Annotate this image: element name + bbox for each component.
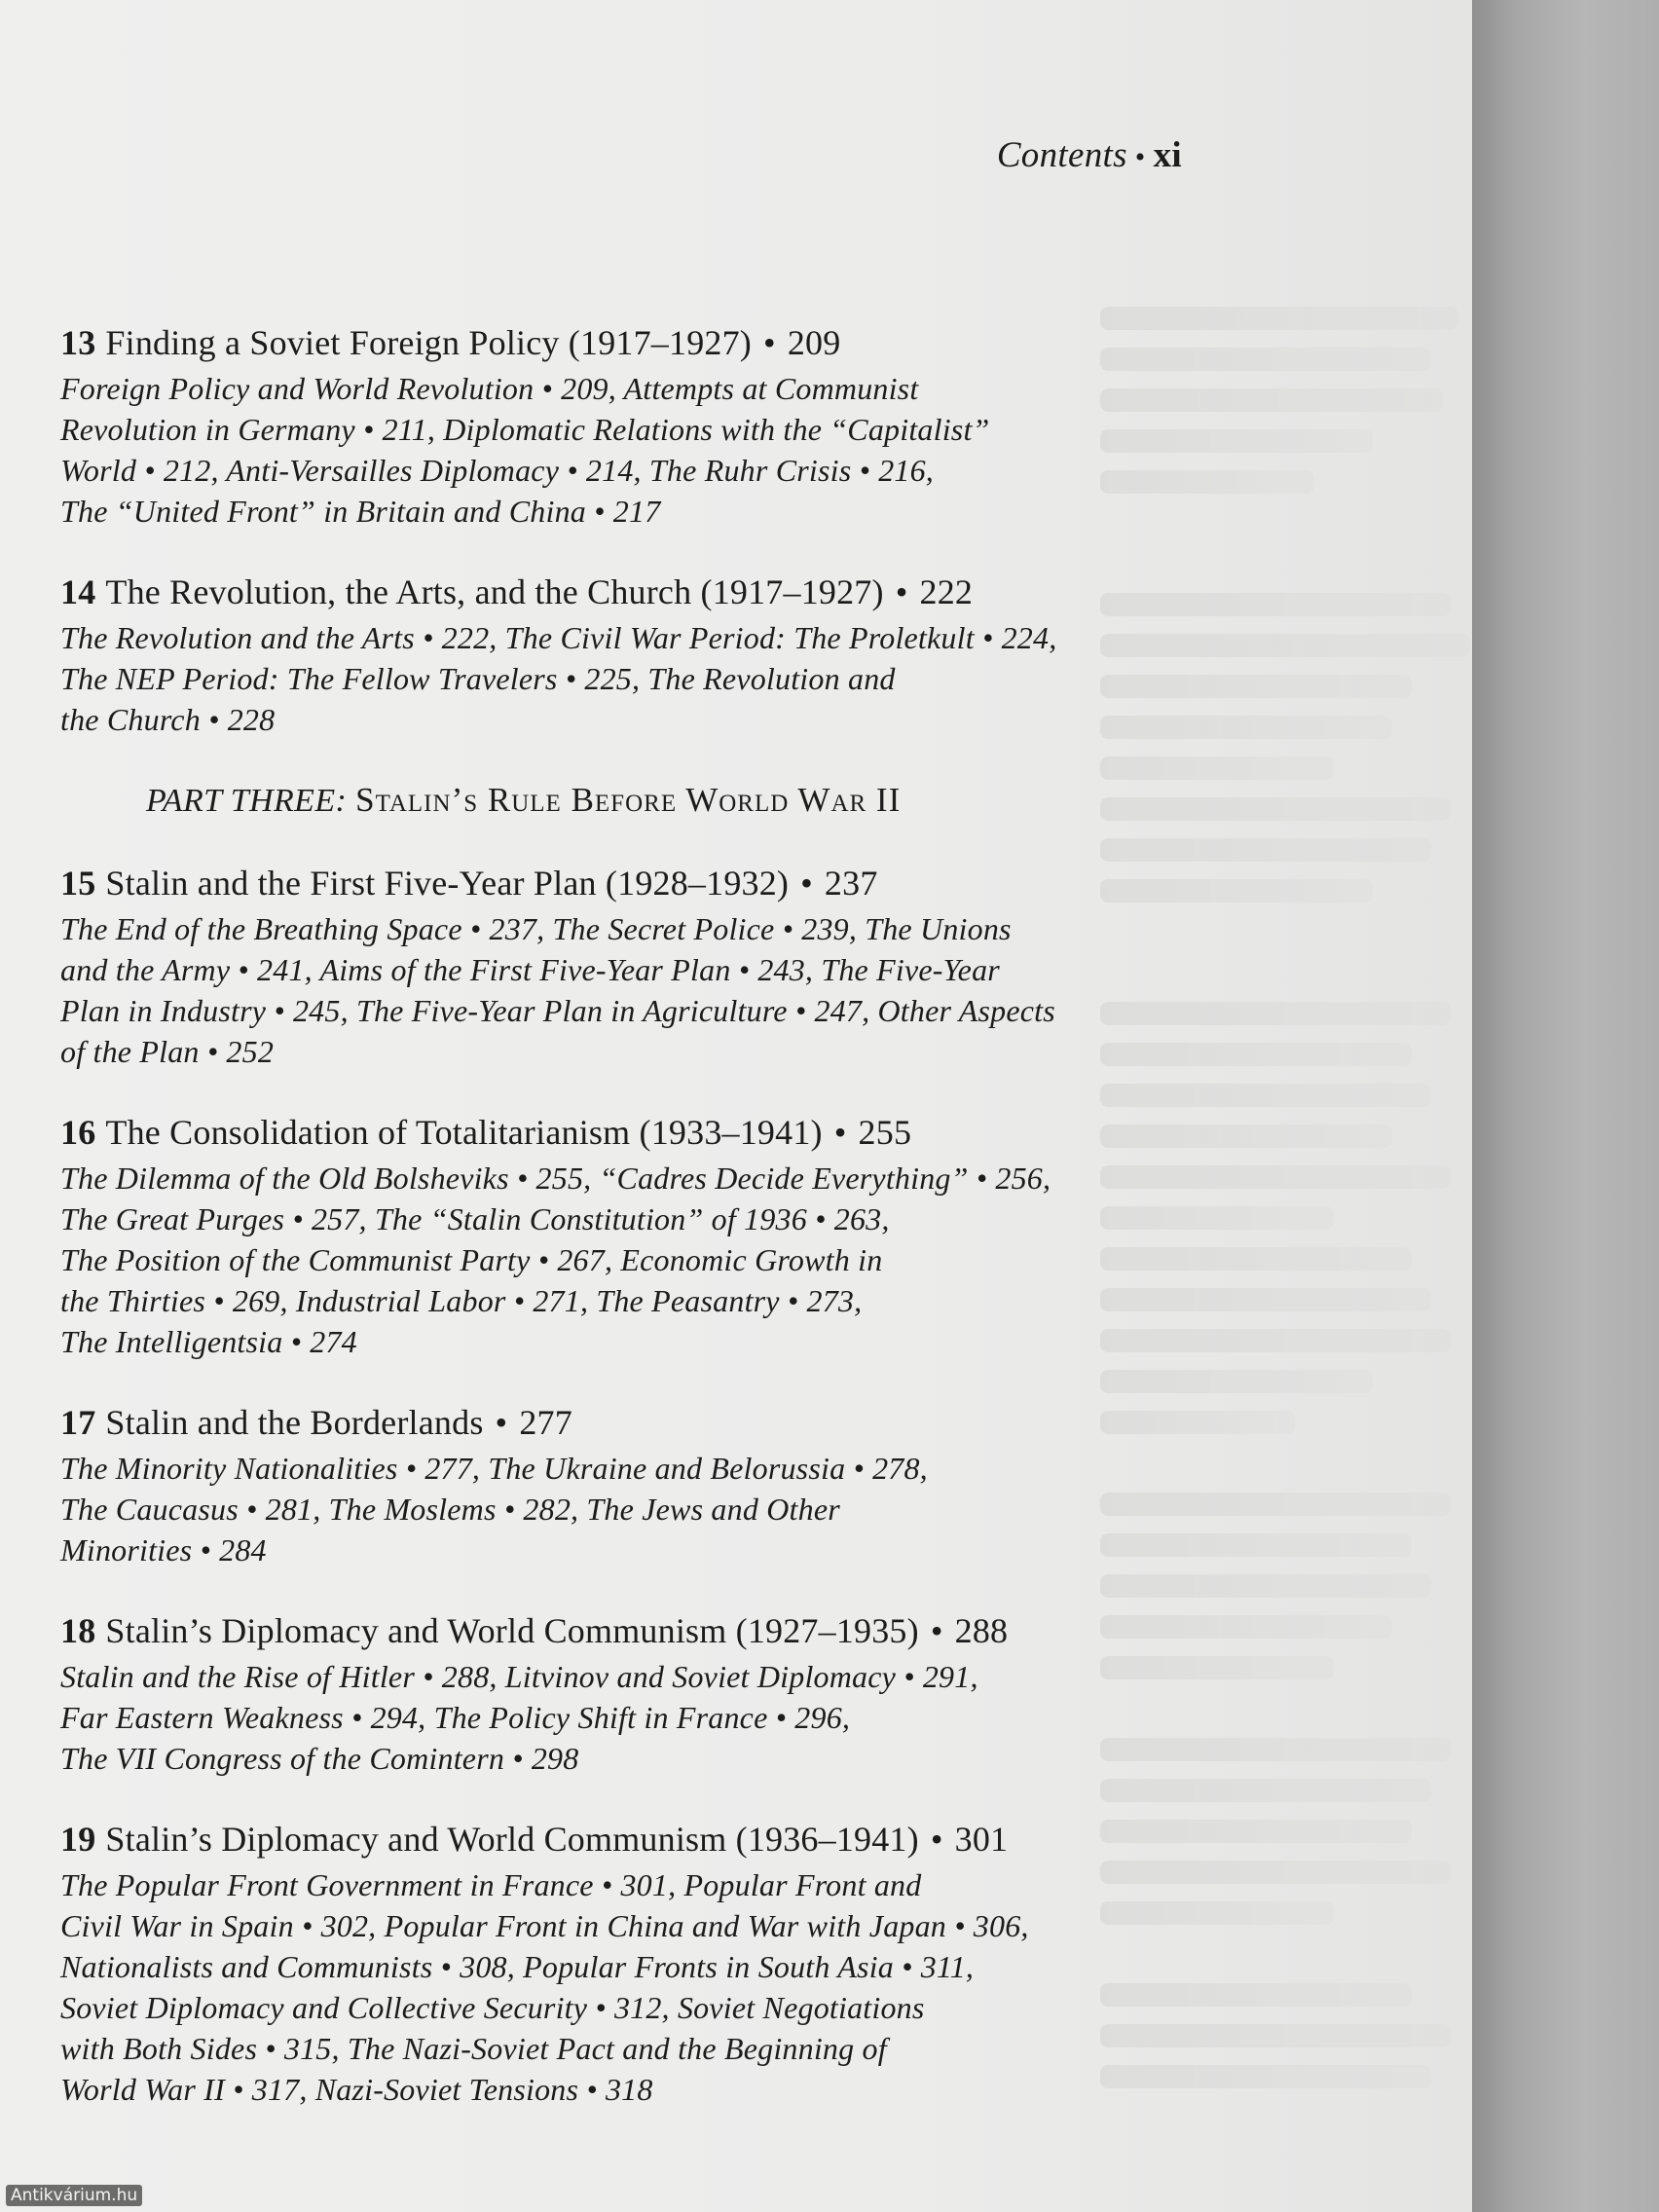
chapter-number: 14 (60, 572, 96, 611)
section-line: Revolution in Germany • 211, Diplomatic Relations with the “Capitalist” (60, 412, 990, 447)
section-list (60, 1864, 1229, 2110)
section-line: The Popular Front Government in France • 301, Popular Front and (60, 1867, 922, 1902)
section-line: the Thirties • 269, Industrial Labor • 271, The Peasantry • 273, (60, 1283, 863, 1318)
chapter-page: 277 (519, 1403, 572, 1442)
contents-list (60, 321, 1229, 2149)
chapter-heading (60, 1609, 1229, 1652)
chapter-entry (60, 1111, 1229, 1362)
chapter-entry (60, 321, 1229, 532)
chapter-number: 15 (60, 864, 96, 903)
chapter-page: 301 (954, 1820, 1009, 1859)
bullet-separator: • (895, 572, 908, 611)
bullet-separator: • (930, 1611, 943, 1650)
bullet-separator: • (800, 864, 813, 903)
chapter-title: Finding a Soviet Foreign Policy (1917–1927) (105, 323, 752, 362)
chapter-number: 16 (60, 1113, 96, 1152)
bullet-separator: • (833, 1113, 847, 1152)
chapter-entry (60, 1401, 1229, 1570)
section-line: The “United Front” in Britain and China • 217 (60, 494, 661, 529)
chapter-entry (60, 1609, 1229, 1779)
running-head (997, 134, 1182, 176)
chapters-part-two-tail (60, 321, 1229, 740)
section-line: The Position of the Communist Party • 267, Economic Growth in (60, 1242, 883, 1277)
section-line: World • 212, Anti-Versailles Diplomacy • 214, The Ruhr Crisis • 216, (60, 453, 935, 488)
section-line: Plan in Industry • 245, The Five-Year Plan in Agriculture • 247, Other Aspects (60, 993, 1055, 1028)
section-line: and the Army • 241, Aims of the First Five-Year Plan • 243, The Five-Year (60, 952, 1000, 987)
section-line: The Caucasus • 281, The Moslems • 282, The Jews and Other (60, 1492, 840, 1527)
chapter-number: 13 (60, 323, 96, 362)
chapter-heading (60, 1818, 1229, 1861)
chapter-title: Stalin and the Borderlands (105, 1403, 484, 1442)
section-line: The Dilemma of the Old Bolsheviks • 255, “Cadres Decide Everything” • 256, (60, 1161, 1051, 1196)
chapter-number: 18 (60, 1611, 96, 1650)
facing-page-edge (1472, 0, 1659, 2212)
chapter-heading (60, 321, 1229, 364)
section-list (60, 617, 1229, 740)
part-heading (146, 779, 1229, 823)
chapter-number: 17 (60, 1403, 96, 1442)
chapter-heading (60, 862, 1229, 904)
chapter-title: Stalin and the First Five-Year Plan (1928–1932) (105, 864, 790, 903)
section-list (60, 1448, 1229, 1570)
running-head-label: Contents (996, 135, 1127, 175)
part-title: Stalin’s Rule Before World War II (355, 781, 902, 819)
chapter-page: 222 (919, 572, 974, 611)
chapter-title: Stalin’s Diplomacy and World Communism (1936–1941) (105, 1820, 919, 1859)
chapter-heading (60, 571, 1229, 613)
section-line: The Minority Nationalities • 277, The Ukraine and Belorussia • 278, (60, 1451, 928, 1486)
section-line: The Revolution and the Arts • 222, The Civil War Period: The Proletkult • 224, (60, 620, 1057, 655)
section-line: The End of the Breathing Space • 237, The Secret Police • 239, The Unions (60, 911, 1012, 946)
section-line: of the Plan • 252 (60, 1034, 275, 1069)
watermark: Antikvárium.hu (6, 2185, 142, 2206)
section-list (60, 908, 1229, 1072)
section-line: the Church • 228 (60, 702, 276, 737)
chapter-number: 19 (60, 1820, 96, 1859)
section-list (60, 1158, 1229, 1362)
part-label: PART THREE: (146, 783, 348, 819)
section-line: The Intelligentsia • 274 (60, 1324, 357, 1359)
bullet-separator: • (1134, 141, 1146, 173)
bullet-separator: • (930, 1820, 943, 1859)
section-line: The VII Congress of the Comintern • 298 (60, 1741, 579, 1776)
section-line: Foreign Policy and World Revolution • 209, Attempts at Communist (60, 371, 919, 406)
bullet-separator: • (495, 1403, 508, 1442)
section-line: Civil War in Spain • 302, Popular Front in China and War with Japan • 306, (60, 1908, 1029, 1943)
chapter-entry (60, 862, 1229, 1072)
chapter-page: 288 (954, 1611, 1009, 1650)
chapter-page: 209 (787, 323, 841, 362)
chapter-title: Stalin’s Diplomacy and World Communism (1927–1935) (105, 1611, 919, 1650)
section-list (60, 1656, 1229, 1779)
section-list (60, 368, 1229, 532)
section-line: Minorities • 284 (60, 1532, 267, 1567)
chapter-entry (60, 571, 1229, 740)
section-line: World War II • 317, Nazi-Soviet Tensions • 318 (60, 2072, 653, 2107)
chapters-part-three (60, 862, 1229, 2110)
section-line: Stalin and the Rise of Hitler • 288, Litvinov and Soviet Diplomacy • 291, (60, 1659, 978, 1694)
section-line: with Both Sides • 315, The Nazi-Soviet Pact and the Beginning of (60, 2031, 887, 2066)
section-line: The Great Purges • 257, The “Stalin Constitution” of 1936 • 263, (60, 1201, 890, 1236)
chapter-heading (60, 1111, 1229, 1154)
bullet-separator: • (763, 323, 776, 362)
chapter-page: 237 (824, 864, 878, 903)
chapter-entry (60, 1818, 1229, 2110)
section-line: Far Eastern Weakness • 294, The Policy Shift in France • 296, (60, 1700, 851, 1735)
chapter-title: The Revolution, the Arts, and the Church (1917–1927) (105, 572, 884, 611)
section-line: The NEP Period: The Fellow Travelers • 225, The Revolution and (60, 661, 896, 696)
section-line: Soviet Diplomacy and Collective Security • 312, Soviet Negotiations (60, 1990, 925, 2025)
chapter-heading (60, 1401, 1229, 1444)
chapter-page: 255 (858, 1113, 912, 1152)
section-line: Nationalists and Communists • 308, Popular Fronts in South Asia • 311, (60, 1949, 975, 1984)
page-folio: xi (1153, 135, 1182, 175)
chapter-title: The Consolidation of Totalitarianism (1933–1941) (105, 1113, 823, 1152)
